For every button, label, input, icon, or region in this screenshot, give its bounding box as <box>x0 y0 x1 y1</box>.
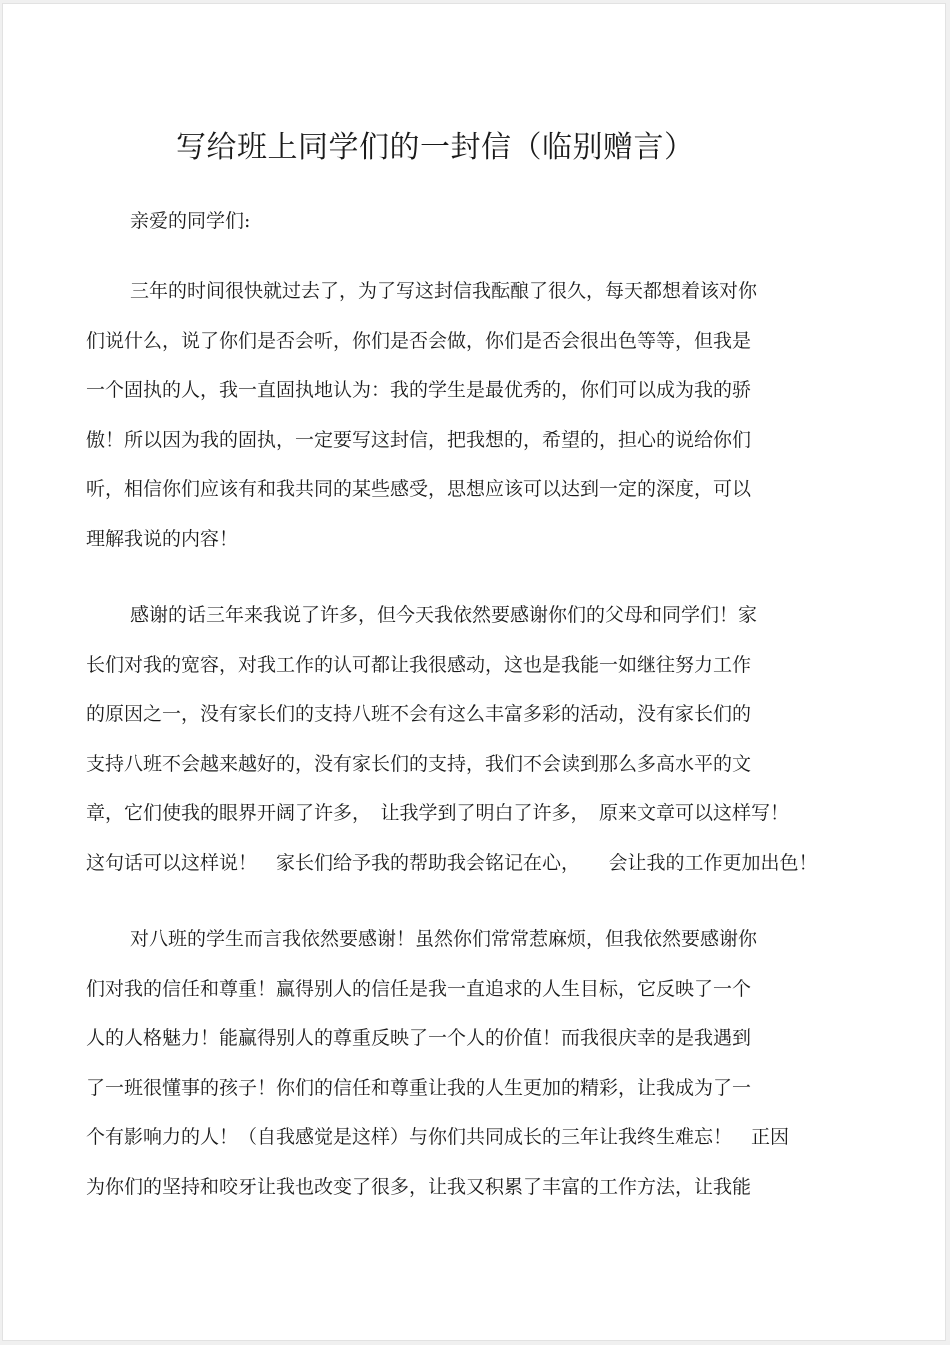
text-line: 感谢的话三年来我说了许多，但今天我依然要感谢你们的父母和同学们！家 <box>130 604 758 626</box>
text-line: 个有影响力的人！（自我感觉是这样）与你们共同成长的三年让我终生难忘！ 正因 <box>86 1126 790 1149</box>
text-line: 这句话可以这样说！ 家长们给予我的帮助我会铭记在心， 会让我的工作更加出色！ <box>86 851 818 874</box>
salutation: 亲爱的同学们: <box>130 210 251 232</box>
text-line: 章，它们使我的眼界开阔了许多， 让我学到了明白了许多， 原来文章可以这样写！ <box>86 802 790 825</box>
text-line: 对八班的学生而言我依然要感谢！虽然你们常常惹麻烦，但我依然要感谢你 <box>130 928 758 950</box>
text-line: 了一班很懂事的孩子！你们的信任和尊重让我的人生更加的精彩，让我成为了一 <box>86 1076 752 1099</box>
text-line: 理解我说的内容！ <box>86 527 239 550</box>
text-line: 的原因之一，没有家长们的支持八班不会有这么丰富多彩的活动，没有家长们的 <box>86 703 752 726</box>
text-line: 听，相信你们应该有和我共同的某些感受，思想应该可以达到一定的深度，可以 <box>86 478 752 501</box>
text-line: 人的人格魅力！能赢得别人的尊重反映了一个人的价值！而我很庆幸的是我遇到 <box>86 1027 752 1050</box>
text-line: 一个固执的人，我一直固执地认为：我的学生是最优秀的，你们可以成为我的骄 <box>86 379 752 402</box>
document-title: 写给班上同学们的一封信（临别赠言） <box>176 130 695 165</box>
text-line: 三年的时间很快就过去了，为了写这封信我酝酿了很久，每天都想着该对你 <box>130 280 758 302</box>
paragraph-3 <box>86 915 846 1213</box>
paragraph-1 <box>86 267 846 565</box>
text-line: 为你们的坚持和咬牙让我也改变了很多，让我又积累了丰富的工作方法，让我能 <box>86 1175 752 1198</box>
paragraph-2 <box>86 591 846 889</box>
text-line: 们说什么，说了你们是否会听，你们是否会做，你们是否会很出色等等，但我是 <box>86 329 752 352</box>
text-line: 傲！所以因为我的固执，一定要写这封信，把我想的，希望的，担心的说给你们 <box>86 428 752 451</box>
text-line: 支持八班不会越来越好的，没有家长们的支持，我们不会读到那么多高水平的文 <box>86 752 752 775</box>
text-line: 长们对我的宽容，对我工作的认可都让我很感动，这也是我能一如继往努力工作 <box>86 653 752 676</box>
text-line: 们对我的信任和尊重！赢得别人的信任是我一直追求的人生目标，它反映了一个 <box>86 977 752 1000</box>
